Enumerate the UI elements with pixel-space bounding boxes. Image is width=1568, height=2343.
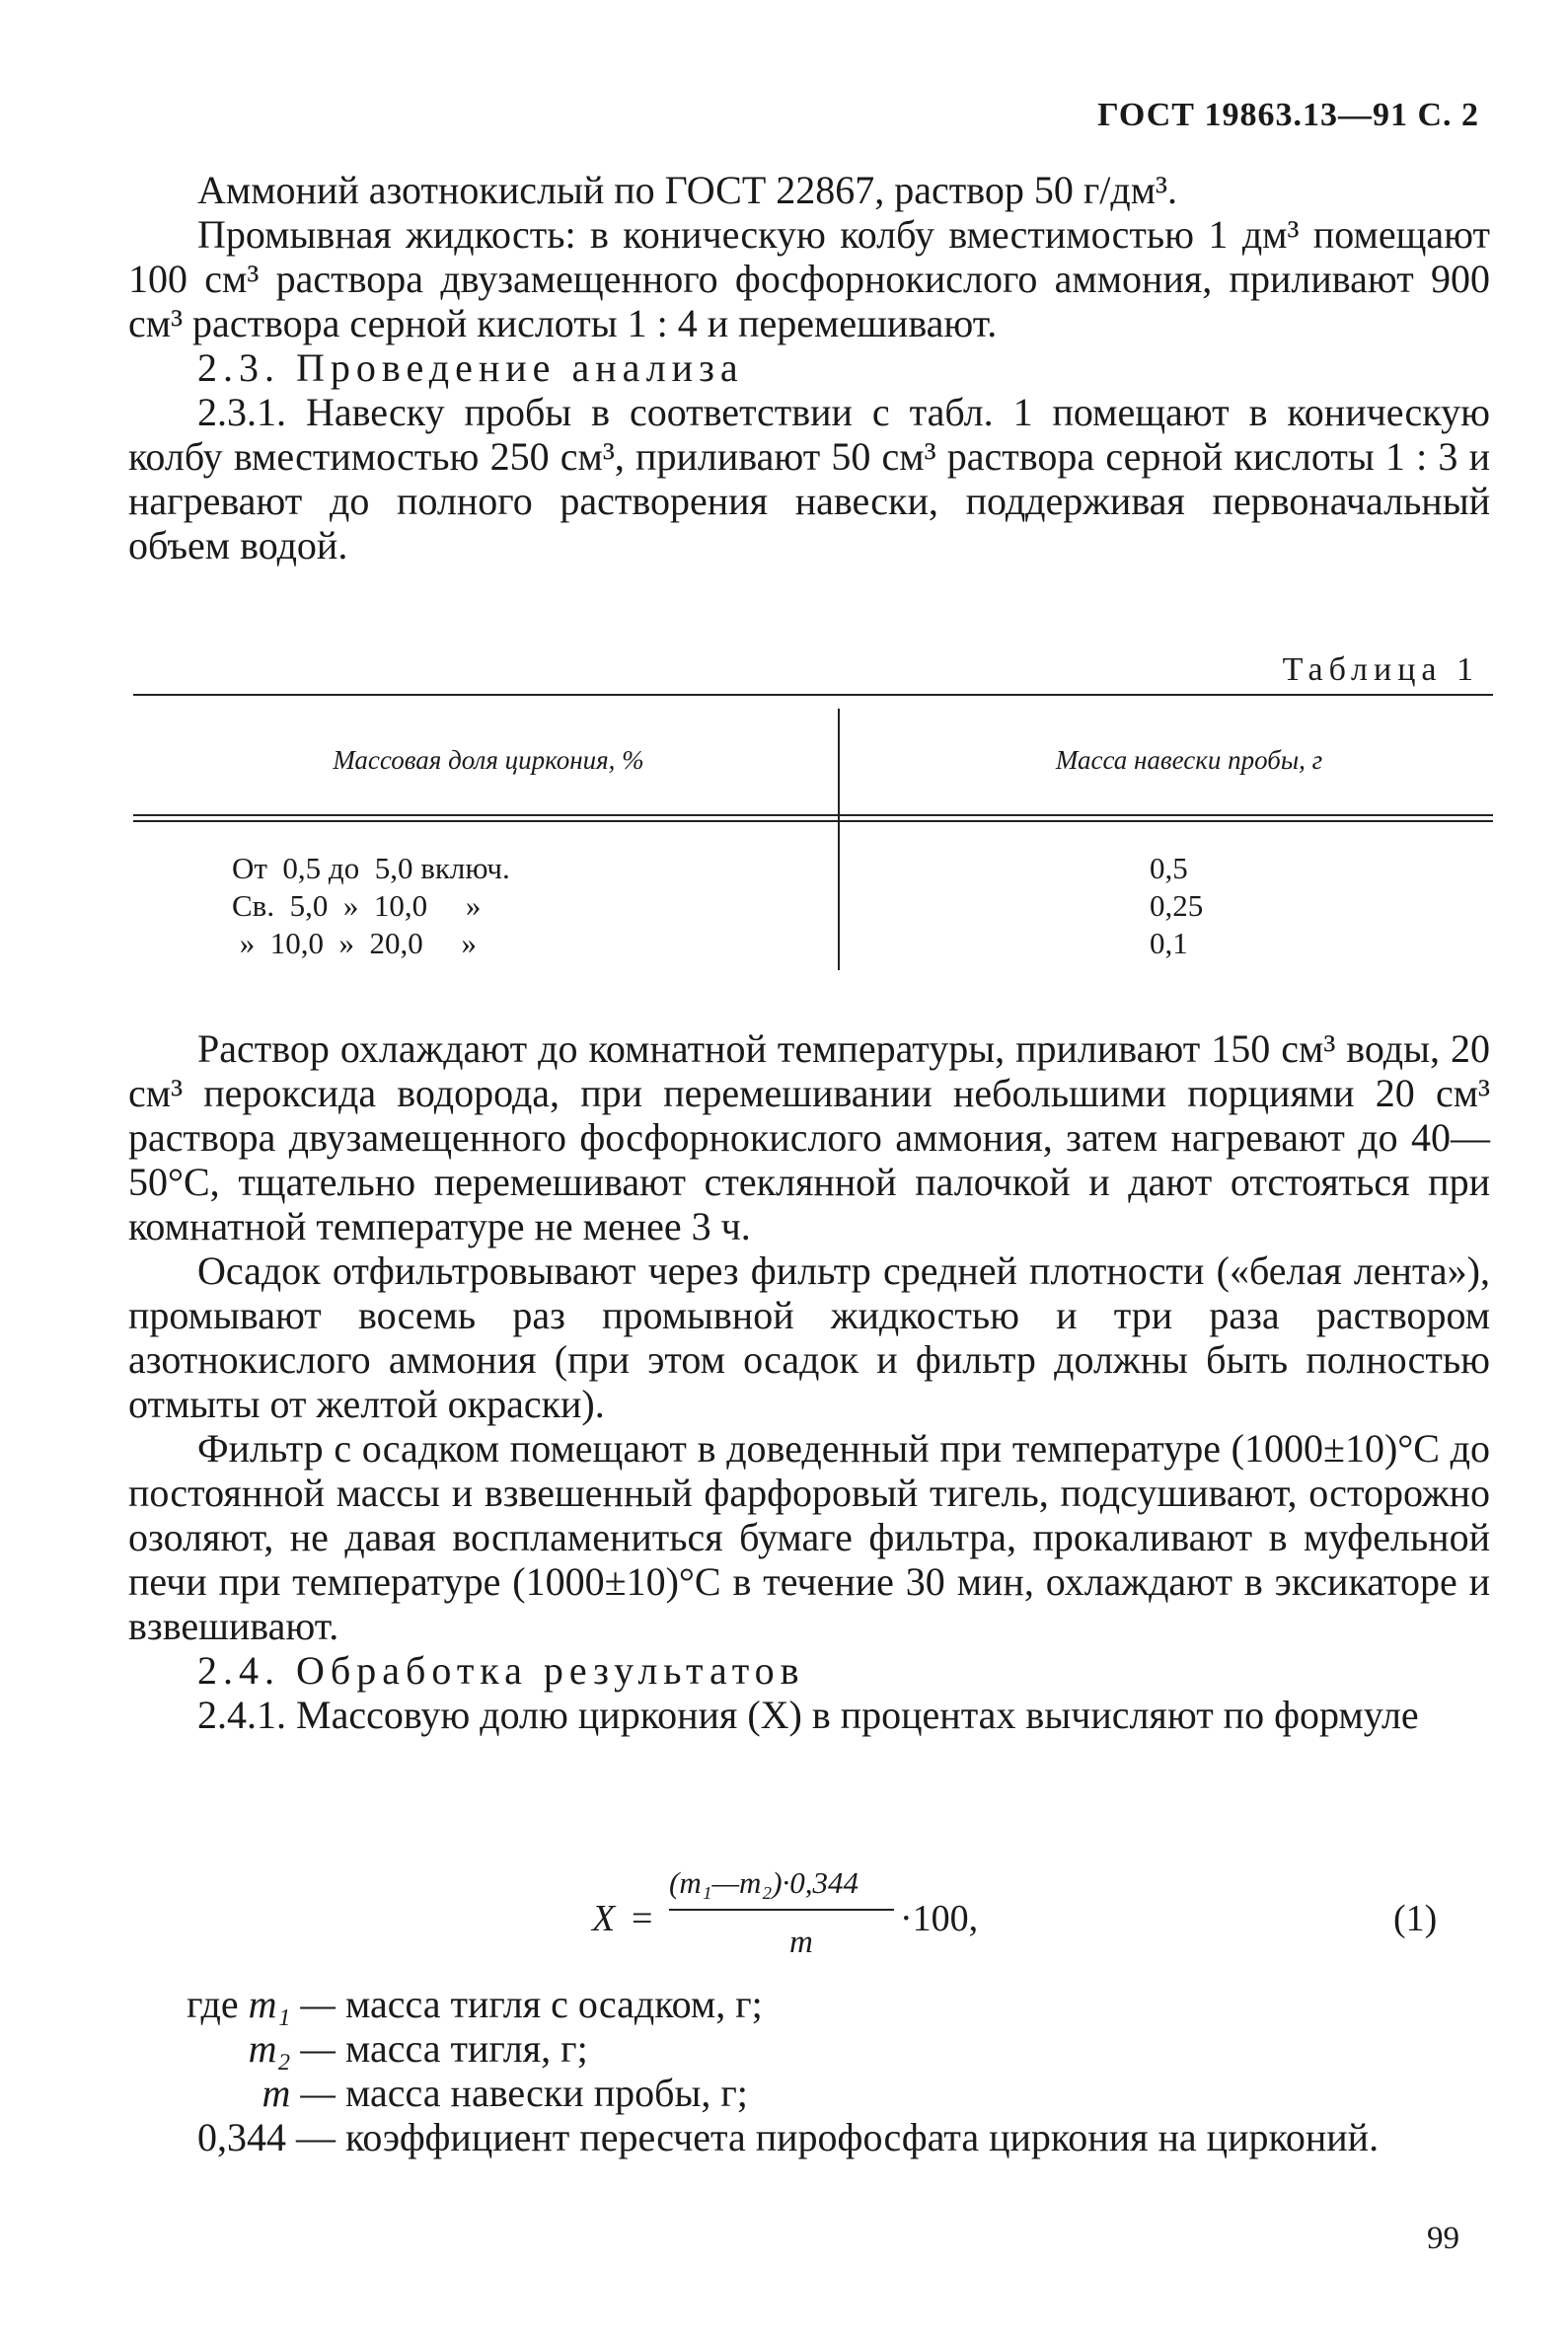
table-header-rule — [133, 814, 1493, 816]
page-number: 99 — [1427, 2221, 1459, 2256]
definition-row — [128, 2071, 1500, 2115]
paragraph: 2.4.1. Массовую долю циркония (X) в процентах вычисляют по формуле — [197, 1693, 1419, 1737]
formula-denominator: m — [789, 1925, 813, 1960]
variable-definitions — [128, 1982, 1500, 2159]
definition-symbol: 0,344 — — [197, 2115, 336, 2159]
formula-lhs: X — [592, 1898, 616, 1939]
formula — [592, 1865, 1480, 1984]
definition-symbol: m₂ — — [248, 2026, 336, 2071]
formula-numerator: (m₁—m₂)·0,344 — [669, 1865, 859, 1900]
table-top-rule — [133, 694, 1493, 696]
definition-row — [128, 2026, 1500, 2071]
definition-text: масса тигля с осадком, г; — [345, 1982, 763, 2026]
paragraph: 2.3.1. Навеску пробы в соответствии с табл. 1 помещают в коническую колбу вместимостью 250 см³, приливают 50 см³ раствора серной кислоты 1 : 3 и нагревают до полного растворения навески, поддерживая первоначальный объем водой. — [128, 390, 1490, 567]
formula-number: (1) — [1393, 1898, 1438, 1939]
table-cell-mass: 0,5 — [1150, 851, 1188, 885]
definition-text: коэффициент пересчета пирофосфата циркония на цирконий. — [345, 2115, 1380, 2159]
table-header-mass: Масса навески пробы, г — [1055, 745, 1323, 775]
table-cell-range: Св. 5,0 » 10,0 » — [232, 888, 482, 923]
table-header-zirconium: Массовая доля циркония, % — [333, 745, 644, 775]
table-cell-range: » 10,0 » 20,0 » — [232, 926, 477, 960]
paragraph: Раствор охлаждают до комнатной температуры, приливают 150 см³ воды, 20 см³ пероксида водорода, при перемешивании небольшими порциями 20 см³ раствора двузамещенного фосфорнокислого аммония, затем нагревают до 40—50°С, тщательно перемешивают стеклянной палочкой и дают отстояться при комнатной температуре не менее 3 ч. — [128, 1026, 1490, 1248]
paragraph: Аммоний азотнокислый по ГОСТ 22867, раствор 50 г/дм³. — [197, 168, 1178, 212]
paragraph: Фильтр с осадком помещают в доведенный при температуре (1000±10)°С до постоянной массы и взвешенный фарфоровый тигель, подсушивают, осторожно озоляют, не давая воспламениться бумаге фильтра, прокаливают в муфельной печи при температуре (1000±10)°С в течение 30 мин, охлаждают в эксикаторе и взвешивают. — [128, 1426, 1490, 1648]
definition-text: масса навески пробы, г; — [345, 2071, 748, 2115]
definition-row — [128, 2115, 1500, 2159]
table-header-rule-2 — [133, 820, 1493, 822]
paragraph: Осадок отфильтровывают через фильтр средней плотности («белая лента»), промывают восемь раз промывной жидкостью и три раза раствором азотнокислого аммония (при этом осадок и фильтр должны быть полностью отмыты от желтой окраски). — [128, 1248, 1490, 1426]
table-caption: Таблица 1 — [1282, 651, 1479, 688]
definition-text: масса тигля, г; — [345, 2026, 588, 2071]
table-col-mass — [1150, 850, 1203, 962]
text-block-mid — [128, 1026, 1490, 1737]
running-title: ГОСТ 19863.13—91 С. 2 — [1097, 97, 1479, 133]
table-cell-range: От 0,5 до 5,0 включ. — [232, 851, 510, 885]
paragraph: Промывная жидкость: в коническую колбу вместимостью 1 дм³ помещают 100 см³ раствора двузамещенного фосфорнокислого аммония, приливают 900 см³ раствора серной кислоты 1 : 4 и перемешивают. — [128, 212, 1490, 345]
definition-row — [128, 1982, 1500, 2026]
table-col-range — [232, 850, 510, 962]
table-column-divider — [838, 709, 840, 970]
definition-symbol: m — — [261, 2071, 336, 2115]
formula-equals: = — [632, 1898, 653, 1939]
text-block-top — [128, 168, 1490, 567]
section-heading: 2.4. Обработка результатов — [197, 1648, 805, 1693]
definition-symbol: где m₁ — — [187, 1982, 336, 2026]
formula-multiplier: ·100, — [900, 1898, 979, 1939]
data-table — [133, 694, 1493, 990]
table-cell-mass: 0,1 — [1150, 926, 1188, 960]
section-heading: 2.3. Проведение анализа — [197, 345, 744, 390]
table-cell-mass: 0,25 — [1150, 888, 1204, 923]
fraction-bar — [669, 1909, 894, 1911]
